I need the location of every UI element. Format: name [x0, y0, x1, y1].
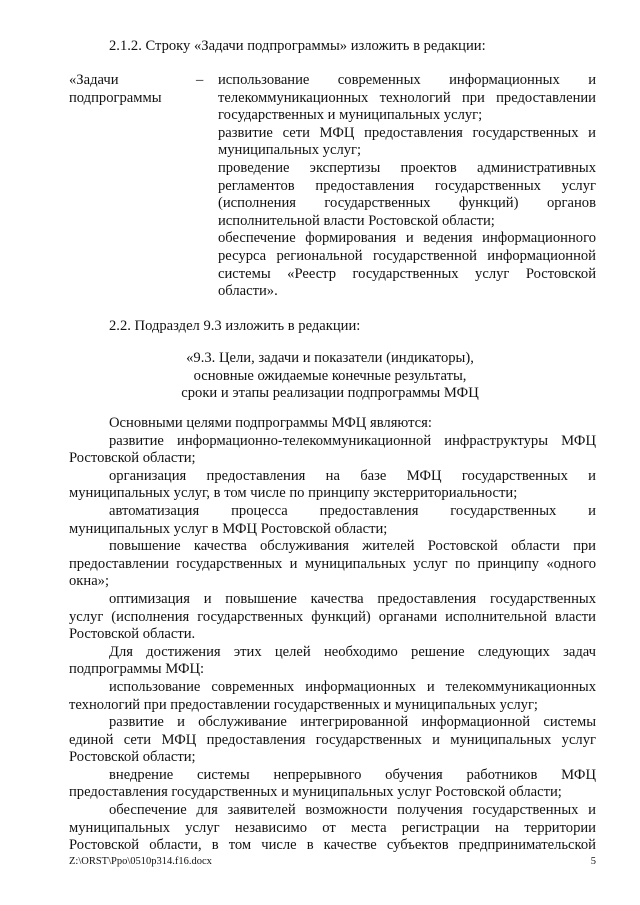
body-line: подпрограммы МФЦ:	[69, 661, 205, 678]
body-line: Ростовской области, в том числе в качестве субъектов предпринимательской	[69, 837, 596, 854]
tasks-line: муниципальных услуг;	[218, 142, 362, 159]
tasks-line: регламентов предоставления государственных услуг	[218, 177, 596, 194]
body-line: автоматизация процесса предоставления государственных и	[109, 502, 596, 519]
body-line: Ростовской области;	[69, 749, 196, 766]
body-line: предоставления государственных и муниципальных услуг Ростовской области;	[69, 784, 562, 801]
section-title-line: основные ожидаемые конечные результаты,	[193, 367, 467, 384]
tasks-line: развитие сети МФЦ предоставления государственных и	[218, 124, 596, 141]
tasks-dash: –	[196, 72, 204, 88]
tasks-line: (исполнения государственных функций) органов	[218, 195, 596, 212]
tasks-label	[69, 72, 189, 107]
section-title	[180, 350, 480, 403]
body-line: единой сети МФЦ предоставления государственных и муниципальных услуг	[69, 731, 596, 748]
item-2-2-heading: 2.2. Подраздел 9.3 изложить в редакции:	[109, 318, 361, 334]
body-line: муниципальных услуг независимо от места регистрации на территории	[69, 819, 596, 836]
section-title-line: сроки и этапы реализации подпрограммы МФЦ	[181, 385, 479, 402]
tasks-line: исполнительной власти Ростовской области;	[218, 212, 495, 229]
body-line: Ростовской области;	[69, 450, 196, 467]
main-text	[69, 415, 596, 855]
body-line: использование современных информационных и телекоммуникационных	[109, 678, 596, 695]
page-footer	[69, 856, 596, 868]
body-line: развитие и обслуживание интегрированной информационной системы	[109, 714, 596, 731]
tasks-line: системы «Реестр государственных услуг Ростовской	[218, 265, 596, 282]
tasks-line: телекоммуникационных технологий при предоставлении	[218, 89, 596, 106]
body-line: предоставлении государственных и муниципальных услуг по принципу «одного	[69, 555, 596, 572]
body-line: Для достижения этих целей необходимо решение следующих задач	[109, 643, 596, 660]
body-line: Ростовской области.	[69, 626, 196, 643]
page-number: 5	[590, 856, 596, 867]
tasks-content	[218, 72, 596, 301]
tasks-line: государственных и муниципальных услуг;	[218, 107, 483, 124]
file-path: Z:\ORST\Ppo\0510p314.f16.docx	[69, 856, 212, 867]
tasks-line: области».	[218, 283, 278, 300]
body-line: повышение качества обслуживания жителей Ростовской области при	[109, 538, 596, 555]
body-line: внедрение системы непрерывного обучения работников МФЦ	[109, 766, 596, 783]
body-line: окна»;	[69, 573, 110, 590]
tasks-label-line: «Задачи	[69, 72, 119, 88]
body-line: услуг (исполнения государственных функций) органами исполнительной власти	[69, 608, 596, 625]
tasks-line: ресурса региональной государственной информационной	[218, 247, 596, 264]
tasks-line: обеспечение формирования и ведения информационного	[218, 230, 596, 247]
body-line: организация предоставления на базе МФЦ государственных и	[109, 467, 596, 484]
tasks-line: проведение экспертизы проектов административных	[218, 159, 596, 176]
body-line: обеспечение для заявителей возможности получения государственных и	[109, 802, 596, 819]
body-line: муниципальных услуг, в том числе по принципу экстерриториальности;	[69, 485, 518, 502]
tasks-line: использование современных информационных и	[218, 72, 596, 88]
body-line: Основными целями подпрограммы МФЦ являются:	[109, 415, 432, 431]
body-line: оптимизация и повышение качества предоставления государственных	[109, 590, 596, 607]
body-line: муниципальных услуг в МФЦ Ростовской области;	[69, 520, 388, 537]
item-2-1-2-heading: 2.1.2. Строку «Задачи подпрограммы» изложить в редакции:	[109, 38, 486, 54]
tasks-label-line: подпрограммы	[69, 89, 162, 106]
body-line: развитие информационно-телекоммуникационной инфраструктуры МФЦ	[109, 432, 596, 449]
body-line: технологий при предоставлении государственных и муниципальных услуг;	[69, 696, 538, 713]
section-title-line: «9.3. Цели, задачи и показатели (индикаторы),	[186, 350, 474, 366]
